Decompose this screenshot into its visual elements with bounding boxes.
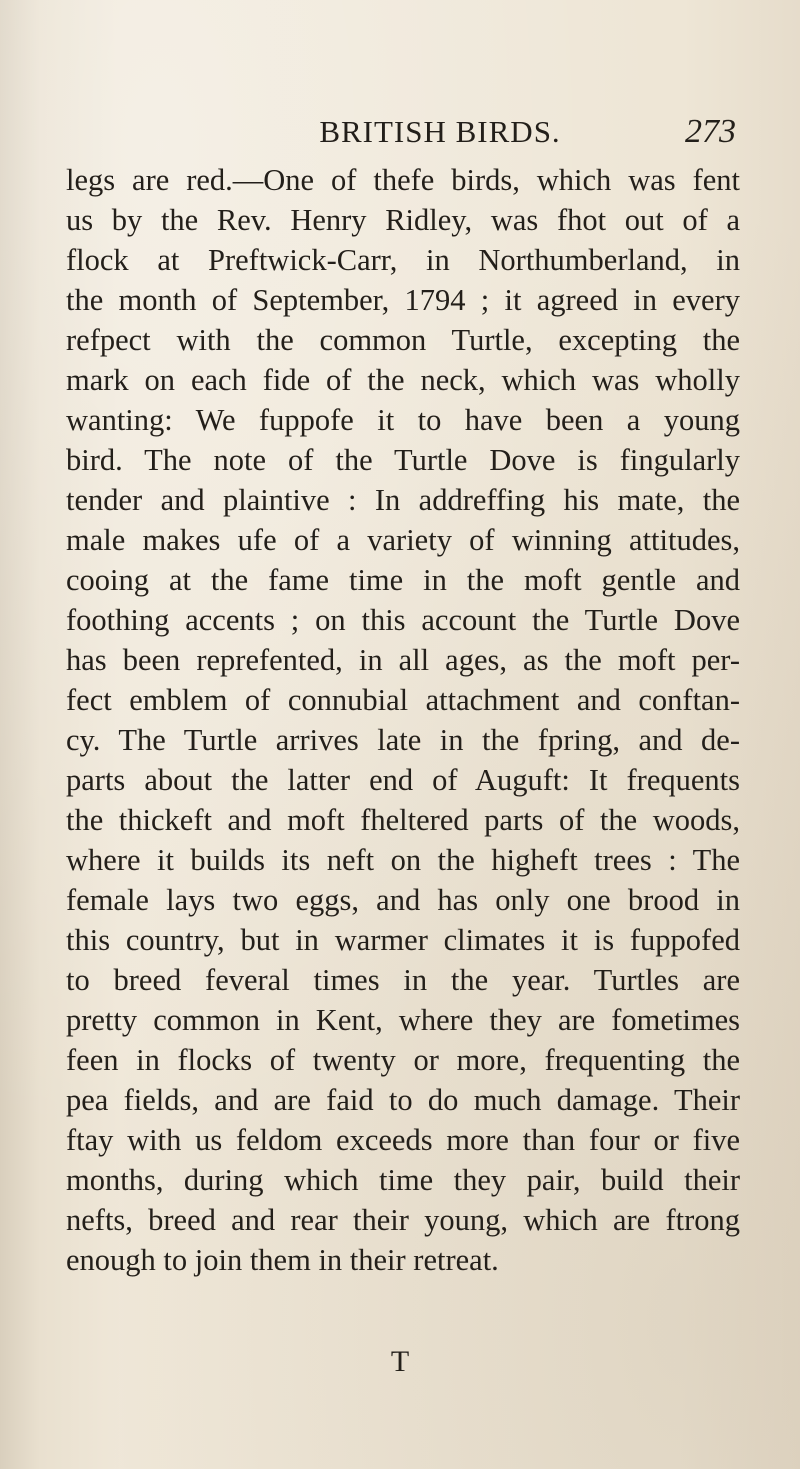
text-line-last: enough to join them in their retreat.: [66, 1243, 499, 1277]
text-line: bird. The note of the Turtle Dove is fingularly: [66, 443, 740, 477]
text-line: this country, but in warmer climates it is fuppofed: [66, 923, 740, 957]
text-line: male makes ufe of a variety of winning attitudes,: [66, 523, 740, 557]
text-line: cy. The Turtle arrives late in the fpring, and de-: [66, 723, 740, 757]
running-title: BRITISH BIRDS.: [319, 114, 561, 149]
text-line: fect emblem of connubial attachment and conftan-: [66, 683, 740, 717]
text-line: the month of September, 1794 ; it agreed in every: [66, 283, 740, 317]
text-line: has been reprefented, in all ages, as the moft per-: [66, 643, 740, 677]
text-line: cooing at the fame time in the moft gentle and: [66, 563, 740, 597]
text-line: the thickeft and moft fheltered parts of the woods,: [66, 803, 740, 837]
text-line: mark on each fide of the neck, which was wholly: [66, 363, 740, 397]
text-line: to breed feveral times in the year. Turtles are: [66, 963, 740, 997]
text-line: ftay with us feldom exceeds more than four or five: [66, 1123, 740, 1157]
text-line: foothing accents ; on this account the Turtle Dove: [66, 603, 740, 637]
page-number: 273: [685, 113, 736, 150]
text-line: tender and plaintive : In addreffing his mate, the: [66, 483, 740, 517]
text-line: feen in flocks of twenty or more, frequenting the: [66, 1043, 740, 1077]
text-line: us by the Rev. Henry Ridley, was fhot out of a: [66, 203, 740, 237]
text-line: refpect with the common Turtle, excepting the: [66, 323, 740, 357]
text-line: where it builds its neft on the higheft trees : The: [66, 843, 740, 877]
signature-mark: T: [390, 1345, 410, 1378]
text-line: months, during which time they pair, build their: [66, 1163, 740, 1197]
text-line: female lays two eggs, and has only one brood in: [66, 883, 740, 917]
text-line: parts about the latter end of Auguft: It frequents: [66, 763, 740, 797]
text-line: flock at Preftwick-Carr, in Northumberland, in: [66, 243, 740, 277]
running-head: [140, 112, 740, 152]
text-line: legs are red.—One of thefe birds, which was fent: [66, 163, 740, 197]
text-line: nefts, breed and rear their young, which are ftrong: [66, 1203, 740, 1237]
body-text: [66, 160, 740, 1280]
text-line: wanting: We fuppofe it to have been a young: [66, 403, 740, 437]
text-line: pea fields, and are faid to do much damage. Their: [66, 1083, 740, 1117]
text-line: pretty common in Kent, where they are fometimes: [66, 1003, 740, 1037]
